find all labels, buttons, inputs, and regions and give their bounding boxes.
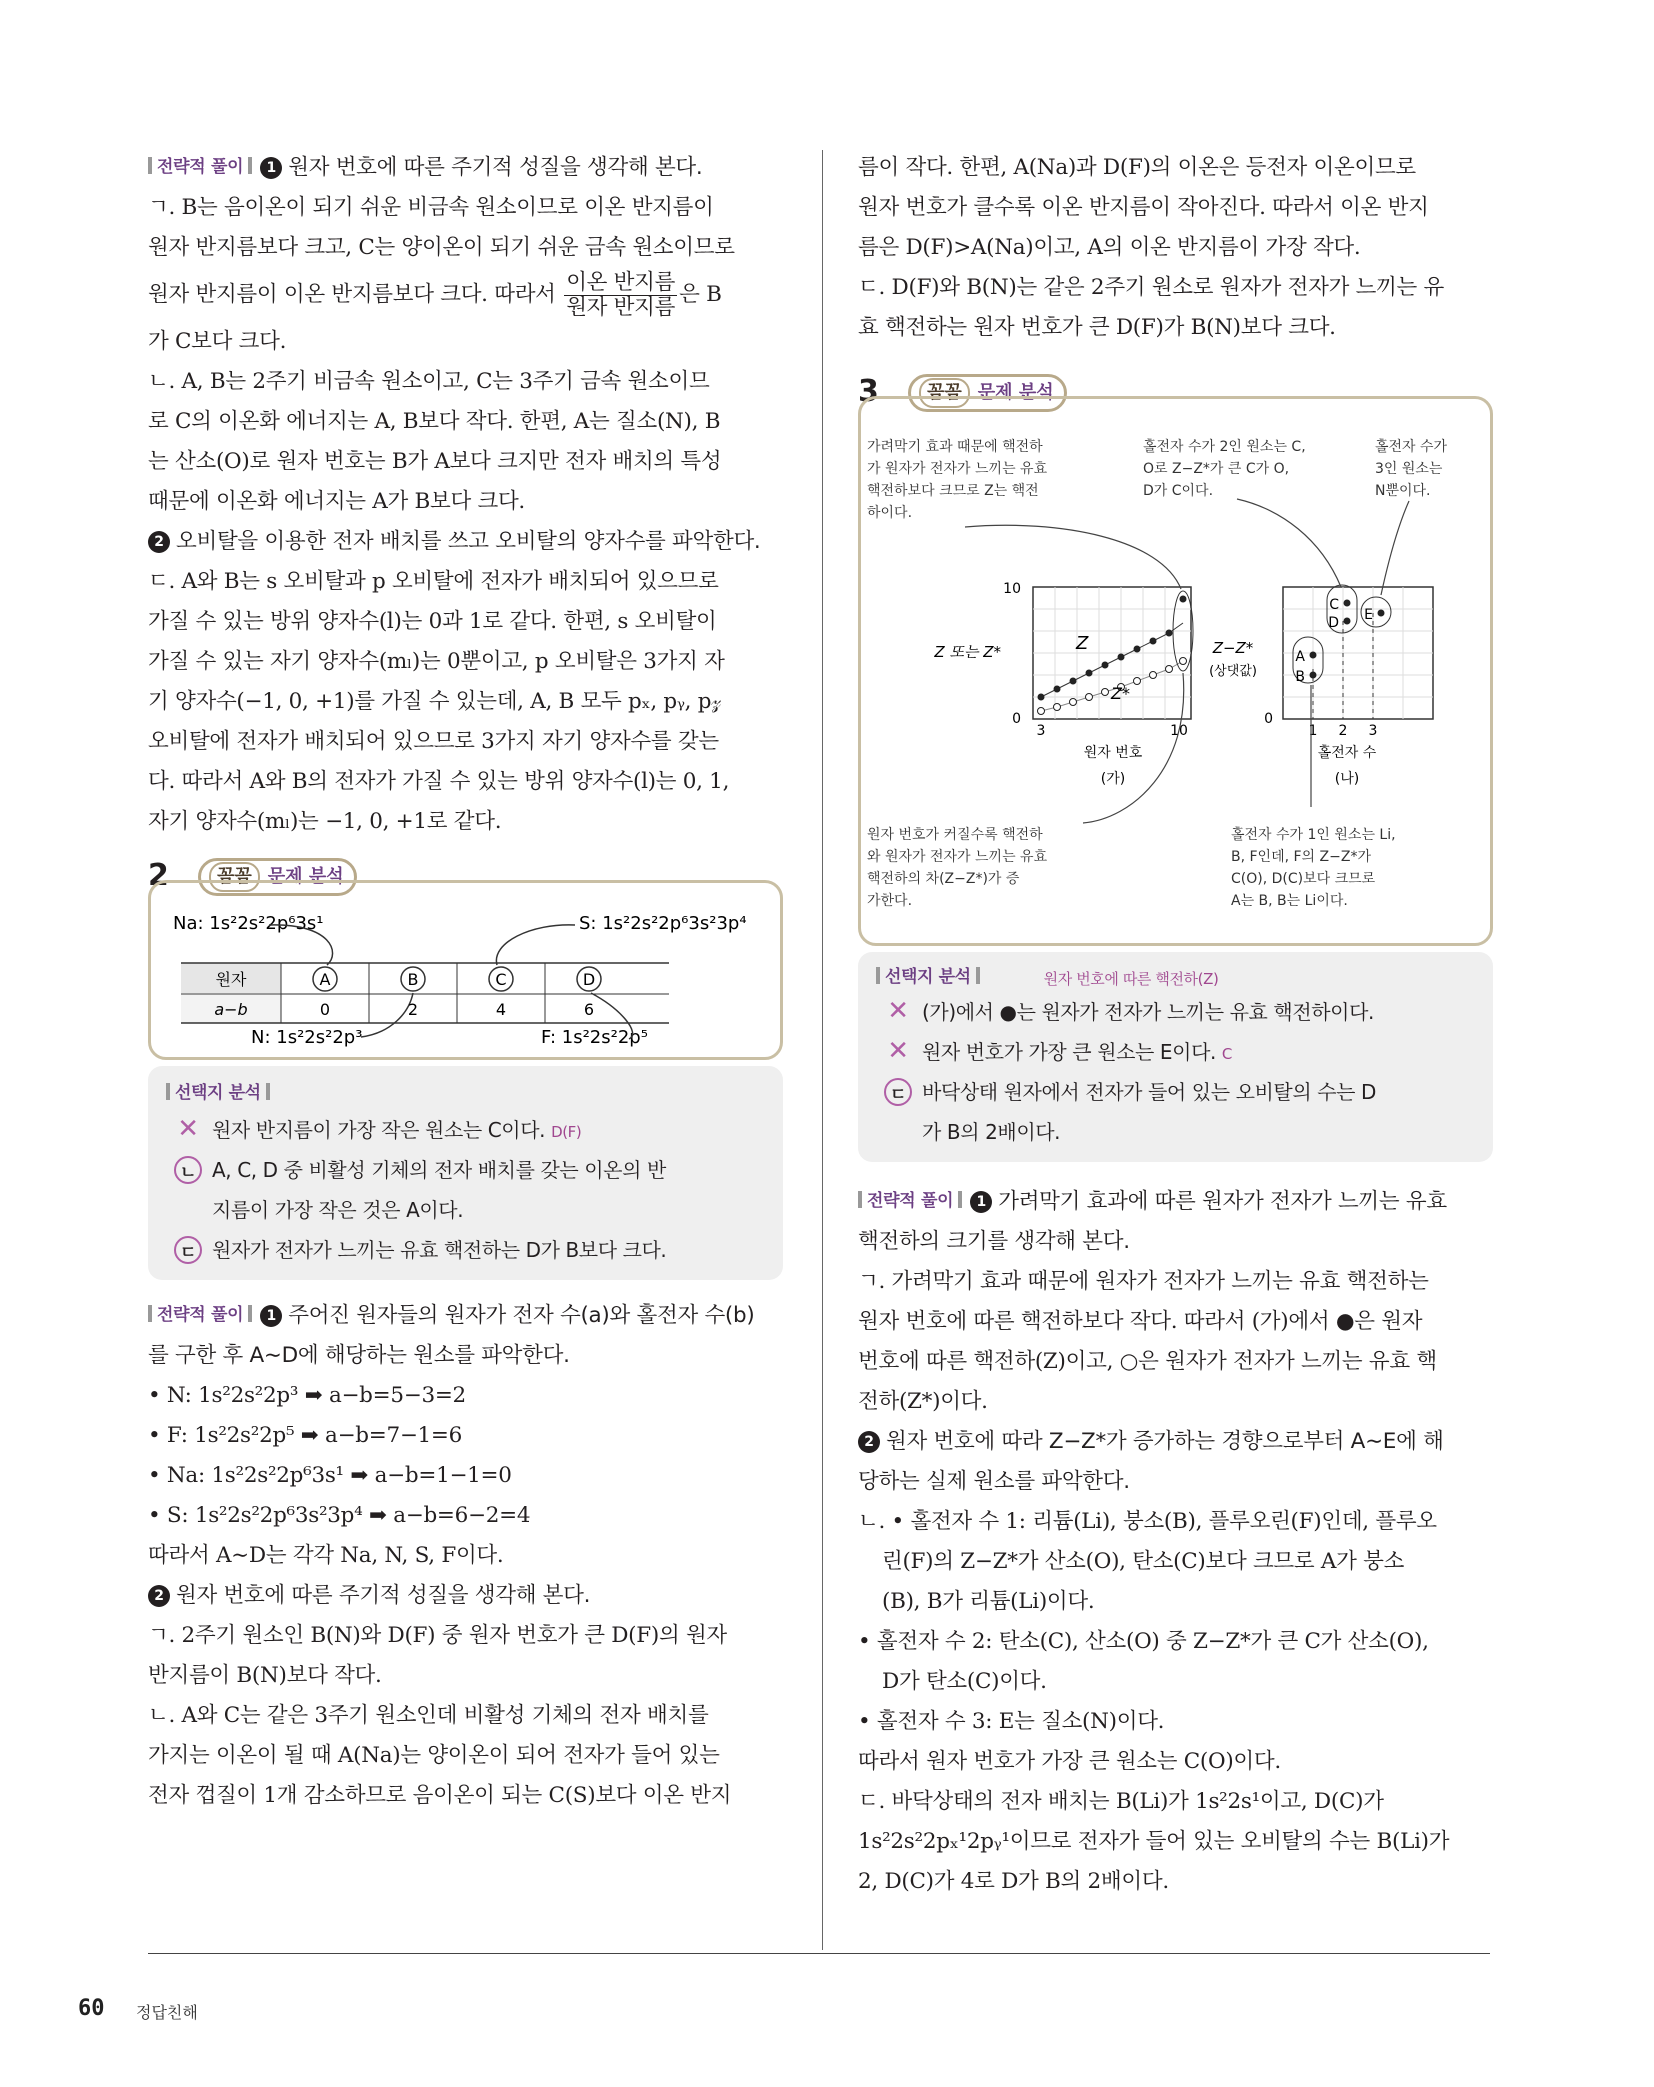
text-line: 원자 반지름보다 크고, C는 양이온이 되기 쉬운 금속 원소이므로	[148, 235, 735, 260]
choice-1: ✕ 원자 반지름이 가장 작은 원소는 C이다. D(F)	[166, 1110, 765, 1150]
page-number: 60	[78, 1996, 105, 2021]
text-line: 를 구한 후 A∼D에 해당하는 원소를 파악한다.	[148, 1343, 570, 1368]
config-na: Na: 1s²2s²2p⁶3s¹	[173, 913, 324, 934]
text-line: • S: 1s²2s²2p⁶3s²3p⁴ ➡ a−b=6−2=4	[148, 1503, 531, 1528]
config-s: S: 1s²2s²2p⁶3s²3p⁴	[579, 913, 747, 934]
strategy-heading-1: 전략적 풀이 1 원자 번호에 따른 주기적 성질을 생각해 본다.	[148, 148, 783, 188]
y-axis-label: (상댓값)	[1209, 664, 1257, 679]
text-line: ㄱ. 가려막기 효과 때문에 원자가 전자가 느끼는 유효 핵전하는	[858, 1269, 1429, 1294]
annotation-text: 3인 원소는	[1375, 461, 1443, 477]
atom-label: B	[407, 970, 419, 989]
text-line: ㄷ. A와 B는 s 오비탈과 p 오비탈에 전자가 배치되어 있으므로	[148, 569, 719, 594]
choice-2-cont: 지름이 가장 작은 것은 A이다.	[212, 1198, 464, 1222]
choice-3: ㄷ 원자가 전자가 느끼는 유효 핵전하는 D가 B보다 크다.	[166, 1230, 765, 1270]
strategy-tag: 전략적 풀이	[858, 1186, 962, 1211]
axis-tick: 0	[1012, 711, 1021, 727]
strategy-heading-3: 전략적 풀이 1 가려막기 효과에 따른 원자가 전자가 느끼는 유효	[858, 1182, 1493, 1222]
annotation-text: 홀전자 수가	[1375, 439, 1448, 455]
text-line: 전하(Z*)이다.	[858, 1389, 988, 1414]
text-line: • Na: 1s²2s²2p⁶3s¹ ➡ a−b=1−1=0	[148, 1463, 512, 1488]
correct-mark-icon: ㄷ	[174, 1236, 202, 1264]
annotation-text: 홀전자 수가 2인 원소는 C,	[1143, 439, 1306, 455]
x-axis-label: 원자 번호	[1083, 745, 1143, 761]
electron-config-diagram	[151, 883, 783, 1059]
table-value: 4	[495, 1000, 507, 1019]
point-label: A	[1295, 649, 1305, 665]
axis-tick: 0	[1264, 711, 1273, 727]
text-line: 로 C의 이온화 에너지는 A, B보다 작다. 한편, A는 질소(N), B	[148, 409, 721, 434]
text-line: ㄷ. 바닥상태의 전자 배치는 B(Li)가 1s²2s¹이고, D(C)가	[858, 1789, 1384, 1814]
text-line: 름이 작다. 한편, A(Na)과 D(F)의 이온은 등전자 이온이므로	[858, 155, 1416, 180]
text-line: D가 탄소(C)이다.	[882, 1669, 1047, 1694]
correct-mark-icon: ㄴ	[174, 1156, 202, 1184]
series-label: Z	[1076, 633, 1089, 654]
config-n: N: 1s²2s²2p³	[251, 1027, 363, 1048]
annotation-text: 핵전하의 차(Z−Z*)가 증	[867, 871, 1020, 887]
axis-tick: 2	[1338, 723, 1348, 739]
choice-3-cont: 가 B의 2배이다.	[922, 1120, 1061, 1144]
y-axis-label: Z−Z*	[1212, 639, 1254, 657]
annotation-text: 핵전하보다 크므로 Z는 핵전	[867, 483, 1039, 499]
text-line: 린(F)의 Z−Z*가 산소(O), 탄소(C)보다 크므로 A가 붕소	[882, 1549, 1405, 1574]
text-line: 는 산소(O)로 원자 번호는 B가 A보다 크지만 전자 배치의 특성	[148, 449, 722, 474]
choice-analysis-box	[148, 1066, 783, 1280]
choice-1: ✕ (가)에서 ●는 원자가 전자가 느끼는 유효 핵전하이다.	[876, 992, 1475, 1032]
x-axis-label: 홀전자 수	[1317, 745, 1377, 761]
graphs-diagram	[861, 399, 1493, 945]
text-line: 름은 D(F)>A(Na)이고, A의 이온 반지름이 가장 작다.	[858, 235, 1361, 260]
fraction	[564, 271, 677, 320]
table-value: 2	[407, 1000, 419, 1019]
text-line: • 홀전자 수 2: 탄소(C), 산소(O) 중 Z−Z*가 큰 C가 산소(O),	[858, 1629, 1429, 1654]
config-f: F: 1s²2s²2p⁵	[541, 1027, 648, 1048]
table-row-label: a−b	[214, 1000, 248, 1019]
text-line: ㄱ. 2주기 원소인 B(N)와 D(F) 중 원자 번호가 큰 D(F)의 원자	[148, 1623, 727, 1648]
annotation-text: A는 B, B는 Li이다.	[1231, 893, 1348, 909]
text-line: 원자 번호에 따른 핵전하보다 작다. 따라서 (가)에서 ●은 원자	[858, 1309, 1423, 1334]
text-line: 가지는 이온이 될 때 A(Na)는 양이온이 되어 전자가 들어 있는	[148, 1743, 720, 1768]
axis-tick: 3	[1036, 723, 1046, 739]
text-line: ㄴ. • 홀전자 수 1: 리튬(Li), 붕소(B), 플루오린(F)인데, 플루오	[858, 1509, 1437, 1534]
table-row-label: 원자	[215, 970, 247, 989]
kkomkkom-badge: 꼼꼼	[209, 862, 260, 892]
step-2-heading: 2 원자 번호에 따라 Z−Z*가 증가하는 경향으로부터 A∼E에 해	[858, 1422, 1493, 1462]
strategy-tag: 전략적 풀이	[148, 152, 252, 177]
text-line: 반지름이 B(N)보다 작다.	[148, 1663, 382, 1688]
step-2-badge: 2	[148, 531, 170, 553]
point-label: B	[1295, 669, 1305, 685]
footer-rule	[148, 1953, 1490, 1954]
step-2-heading: 2 오비탈을 이용한 전자 배치를 쓰고 오비탈의 양자수를 파악한다.	[148, 522, 783, 562]
wrong-mark-icon: ✕	[887, 1036, 909, 1066]
text-line: 가질 수 있는 방위 양자수(l)는 0과 1로 같다. 한편, s 오비탈이	[148, 609, 717, 634]
annotation-text: 가한다.	[867, 893, 913, 909]
axis-tick: 1	[1308, 723, 1318, 739]
annotation-text: 와 원자가 전자가 느끼는 유효	[867, 849, 1048, 865]
kkomkkom-badge: 꼼꼼	[919, 378, 970, 408]
analysis-title: 문제 분석	[977, 382, 1054, 403]
strategy-tag: 전략적 풀이	[148, 1300, 252, 1325]
choice-3: ㄷ 바닥상태 원자에서 전자가 들어 있는 오비탈의 수는 D	[876, 1072, 1475, 1112]
step-2-badge: 2	[858, 1431, 880, 1453]
axis-tick: 3	[1368, 723, 1378, 739]
annotation-text: D가 C이다.	[1143, 483, 1214, 499]
footer-title: 정답친해	[136, 2003, 198, 2022]
column-divider	[822, 150, 823, 1950]
wrong-mark-icon: ✕	[177, 1114, 199, 1144]
graph-caption: (나)	[1334, 771, 1360, 787]
atom-label: C	[495, 970, 507, 989]
table-value: 6	[583, 1000, 595, 1019]
annotation-text: N뿐이다.	[1375, 483, 1431, 499]
point-label: D	[1328, 615, 1339, 631]
text-line: ㄷ. D(F)와 B(N)는 같은 2주기 원소로 원자가 전자가 느끼는 유	[858, 275, 1445, 300]
atom-label: D	[582, 970, 596, 989]
problem-number: 3	[858, 374, 879, 409]
choice-2: ✕ 원자 번호가 가장 큰 원소는 E이다. C	[876, 1032, 1475, 1072]
text-line: 당하는 실제 원소를 파악한다.	[858, 1469, 1130, 1494]
annotation-text: 홀전자 수가 1인 원소는 Li,	[1231, 827, 1396, 843]
axis-tick: 10	[1003, 581, 1021, 597]
correction-note: D(F)	[551, 1123, 582, 1141]
choice-analysis-tag: 선택지 분석	[876, 962, 980, 987]
text-line: 핵전하의 크기를 생각해 본다.	[858, 1229, 1130, 1254]
series-label: Z*	[1111, 684, 1130, 703]
text-line: (B), B가 리튬(Li)이다.	[882, 1589, 1095, 1614]
text-line: ㄴ. A, B는 2주기 비금속 원소이고, C는 3주기 금속 원소이므	[148, 369, 710, 394]
step-1-badge: 1	[260, 157, 282, 179]
point-label: C	[1329, 597, 1339, 613]
graph-a	[933, 581, 1193, 787]
correct-mark-icon: ㄷ	[884, 1078, 912, 1106]
axis-tick: 10	[1170, 723, 1188, 739]
annotation-text: 가 원자가 전자가 느끼는 유효	[867, 461, 1048, 477]
graph-b	[1209, 585, 1433, 787]
problem-3-diagram	[858, 396, 1493, 946]
wrong-mark-icon: ✕	[887, 996, 909, 1026]
text-line: 가질 수 있는 자기 양자수(mₗ)는 0뿐이고, p 오비탈은 3가지 자	[148, 649, 725, 674]
correction-note: 원자 번호에 따른 핵전하(Z)	[1043, 970, 1219, 988]
text-line: • N: 1s²2s²2p³ ➡ a−b=5−3=2	[148, 1383, 466, 1408]
step-2-badge: 2	[148, 1585, 170, 1607]
text-line: 때문에 이온화 에너지는 A가 B보다 크다.	[148, 489, 525, 514]
fraction-numerator: 이온 반지름	[566, 269, 676, 295]
text-line: • 홀전자 수 3: E는 질소(N)이다.	[858, 1709, 1165, 1734]
problem-2-diagram	[148, 880, 783, 1060]
annotation-text: O로 Z−Z*가 큰 C가 O,	[1143, 461, 1290, 477]
text-line: 기 양자수(−1, 0, +1)를 가질 수 있는데, A, B 모두 pₓ, pᵧ, p𝓏	[148, 689, 721, 714]
step-2-heading: 2 원자 번호에 따른 주기적 성질을 생각해 본다.	[148, 1576, 783, 1616]
y-axis-label: Z 또는 Z*	[934, 643, 1001, 661]
text-line: 다. 따라서 A와 B의 전자가 가질 수 있는 방위 양자수(l)는 0, 1,	[148, 769, 730, 794]
text-line: 전자 껍질이 1개 감소하므로 음이온이 되는 C(S)보다 이온 반지	[148, 1783, 732, 1808]
text-line: ㄱ. B는 음이온이 되기 쉬운 비금속 원소이므로 이온 반지름이	[148, 195, 714, 220]
fraction-denominator: 원자 반지름	[566, 294, 676, 320]
text-line: 1s²2s²2pₓ¹2pᵧ¹이므로 전자가 들어 있는 오비탈의 수는 B(Li)가	[858, 1829, 1450, 1854]
strategy-heading-2: 전략적 풀이 1 주어진 원자들의 원자가 전자 수(a)와 홀전자 수(b)	[148, 1296, 783, 1336]
text-line: 원자 번호가 클수록 이온 반지름이 작아진다. 따라서 이온 반지	[858, 195, 1429, 220]
text-line: 효 핵전하는 원자 번호가 큰 D(F)가 B(N)보다 크다.	[858, 315, 1336, 340]
choice-analysis-tag: 선택지 분석	[166, 1078, 270, 1103]
atom-label: A	[319, 970, 331, 989]
text-line: 따라서 A∼D는 각각 Na, N, S, F이다.	[148, 1543, 504, 1568]
step-1-badge: 1	[970, 1191, 992, 1213]
text-line: 가 C보다 크다.	[148, 329, 287, 354]
text-line: • F: 1s²2s²2p⁵ ➡ a−b=7−1=6	[148, 1423, 463, 1448]
point-label: E	[1364, 607, 1373, 623]
annotation-text: 원자 번호가 커질수록 핵전하	[867, 827, 1043, 843]
text-line-fraction: 원자 반지름이 이온 반지름보다 크다. 따라서 $\frac{\text{이온 반지름}}{\text{원자 반지름}}$ 은 B	[148, 269, 722, 320]
table-value: 0	[319, 1000, 331, 1019]
step-1-badge: 1	[260, 1305, 282, 1327]
text-line: 자기 양자수(mₗ)는 −1, 0, +1로 같다.	[148, 809, 502, 834]
right-column	[858, 148, 1493, 1902]
text-line: 따라서 원자 번호가 가장 큰 원소는 C(O)이다.	[858, 1749, 1281, 1774]
graph-caption: (가)	[1100, 771, 1126, 787]
correction-note: C	[1221, 1045, 1232, 1063]
problem-number: 2	[148, 858, 169, 893]
annotation-text: 가려막기 효과 때문에 핵전하	[867, 439, 1043, 455]
choice-2: ㄴ A, C, D 중 비활성 기체의 전자 배치를 갖는 이온의 반	[166, 1150, 765, 1190]
text-line: ㄴ. A와 C는 같은 3주기 원소인데 비활성 기체의 전자 배치를	[148, 1703, 709, 1728]
annotation-text: B, F인데, F의 Z−Z*가	[1231, 849, 1371, 865]
annotation-text: C(O), D(C)보다 크므로	[1231, 871, 1376, 887]
annotation-text: 하이다.	[867, 505, 913, 521]
left-column	[148, 148, 783, 1816]
choice-analysis-box	[858, 952, 1493, 1162]
text-line: 2, D(C)가 4로 D가 B의 2배이다.	[858, 1869, 1169, 1894]
text-line: 번호에 따른 핵전하(Z)이고, ○은 원자가 전자가 느끼는 유효 핵	[858, 1349, 1437, 1374]
analysis-title: 문제 분석	[267, 866, 344, 887]
text-line: 오비탈에 전자가 배치되어 있으므로 3가지 자기 양자수를 갖는	[148, 729, 719, 754]
